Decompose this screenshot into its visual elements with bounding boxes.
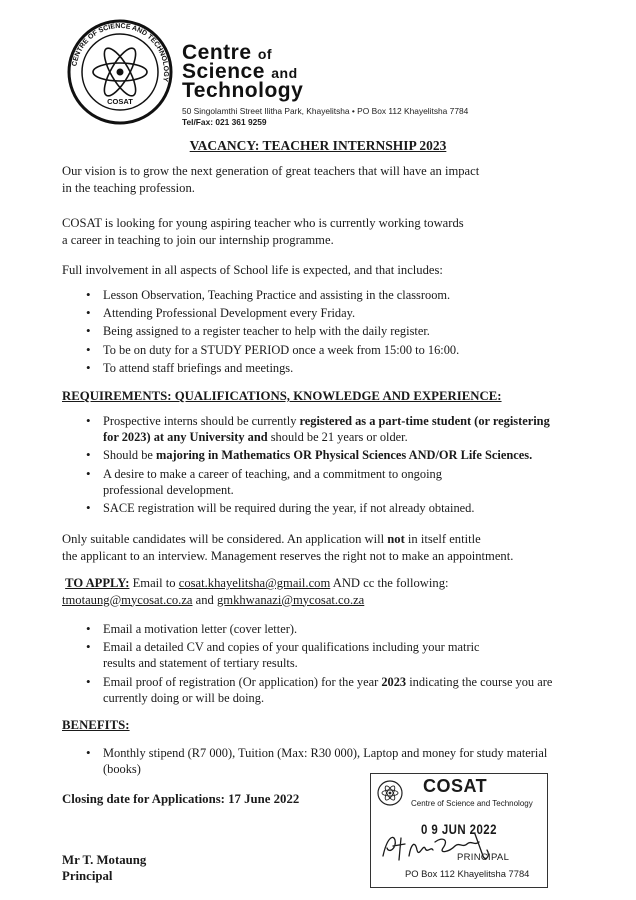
requirements-heading: REQUIREMENTS: QUALIFICATIONS, KNOWLEDGE AND EXPERIENCE: — [62, 389, 502, 403]
list-item: • Email proof of registration (Or application) for the year 2023 indicating the course you are currently doing or will be doing. — [62, 674, 582, 706]
looking-paragraph: COSAT is looking for young aspiring teacher who is currently working towards a career in teaching to join our internship programme. — [62, 216, 464, 247]
closing-date: Closing date for Applications: 17 June 2022 — [62, 792, 300, 806]
svg-text:COSAT: COSAT — [107, 97, 133, 106]
cc-email-link-2[interactable]: gmkhwanazi@mycosat.co.za — [217, 592, 365, 607]
list-item: • To attend staff briefings and meetings. — [62, 360, 582, 376]
apply-email-link[interactable]: cosat.khayelitsha@gmail.com — [178, 576, 331, 590]
stamp-atom-icon — [377, 780, 403, 806]
stamp-address: PO Box 112 Khayelitsha 7784 — [405, 868, 530, 879]
duties-list — [62, 287, 582, 378]
stamp-subtitle: Centre of Science and Technology — [411, 799, 533, 808]
vision-paragraph: Our vision is to grow the next generation of great teachers that will have an impact in the teaching profession. — [62, 164, 480, 195]
page-title: VACANCY: TEACHER INTERNSHIP 2023 — [189, 138, 447, 153]
org-name-line3: Technology — [182, 79, 304, 102]
list-item: • Prospective interns should be currently registered as a part-time student (or registering for 2023) at any University and should be 21 years or older. — [62, 413, 582, 445]
list-item: • Should be majoring in Mathematics OR Physical Sciences AND/OR Life Sciences. — [62, 447, 582, 463]
organisation-header — [182, 41, 469, 127]
stamp-date: 0 9 JUN 2022 — [421, 822, 497, 837]
cosat-logo-icon — [66, 18, 174, 126]
cc-email-link-1[interactable]: tmotaung@mycosat.co.za — [62, 592, 193, 607]
official-stamp — [370, 773, 548, 888]
svg-text:CENTRE OF SCIENCE AND TECHNOLO: CENTRE OF SCIENCE AND TECHNOLOGY — [71, 22, 170, 83]
list-item: • Being assigned to a register teacher to help with the daily register. — [62, 323, 582, 339]
benefits-heading: BENEFITS: — [62, 718, 130, 732]
apply-paragraph: TO APPLY: Email to cosat.khayelitsha@gmail.com AND cc the following: tmotaung@mycosat.co.za and gmkhwanazi@mycosat.co.za — [62, 576, 449, 607]
involvement-paragraph: Full involvement in all aspects of School life is expected, and that includes: — [62, 263, 443, 277]
list-item: • A desire to make a career of teaching, and a commitment to ongoing professional development. — [62, 466, 582, 498]
org-telephone: Tel/Fax: 021 361 9259 — [182, 117, 267, 127]
apply-label: TO APPLY: — [65, 576, 130, 590]
requirements-list — [62, 413, 582, 518]
org-name-line2: Science and — [182, 60, 298, 83]
apply-list — [62, 621, 582, 708]
signer-role: Principal — [62, 869, 113, 883]
stamp-role: PRINCIPAL — [457, 852, 510, 863]
stamp-name: COSAT — [423, 776, 488, 796]
list-item: • Email a detailed CV and copies of your qualifications including your matric results and statement of tertiary results. — [62, 639, 582, 671]
list-item: • To be on duty for a STUDY PERIOD once a week from 15:00 to 16:00. — [62, 342, 582, 358]
notice-paragraph: Only suitable candidates will be considered. An application will not in itself entitle the applicant to an interview. Management reserves the right not to make an appointment. — [62, 532, 514, 563]
list-item: • SACE registration will be required during the year, if not already obtained. — [62, 500, 582, 516]
org-address: 50 Singolamthi Street Ilitha Park, Khayelitsha • PO Box 112 Khayelitsha 7784 — [182, 106, 469, 116]
signer-name: Mr T. Motaung — [62, 853, 147, 867]
org-name-line1: Centre of — [182, 41, 273, 64]
list-item: • Email a motivation letter (cover letter). — [62, 621, 582, 637]
list-item: • Attending Professional Development every Friday. — [62, 305, 582, 321]
list-item: • Lesson Observation, Teaching Practice and assisting in the classroom. — [62, 287, 582, 303]
list-item: • Monthly stipend (R7 000), Tuition (Max: R30 000), Laptop and money for study material (books) — [62, 745, 582, 777]
signatory — [62, 852, 146, 884]
